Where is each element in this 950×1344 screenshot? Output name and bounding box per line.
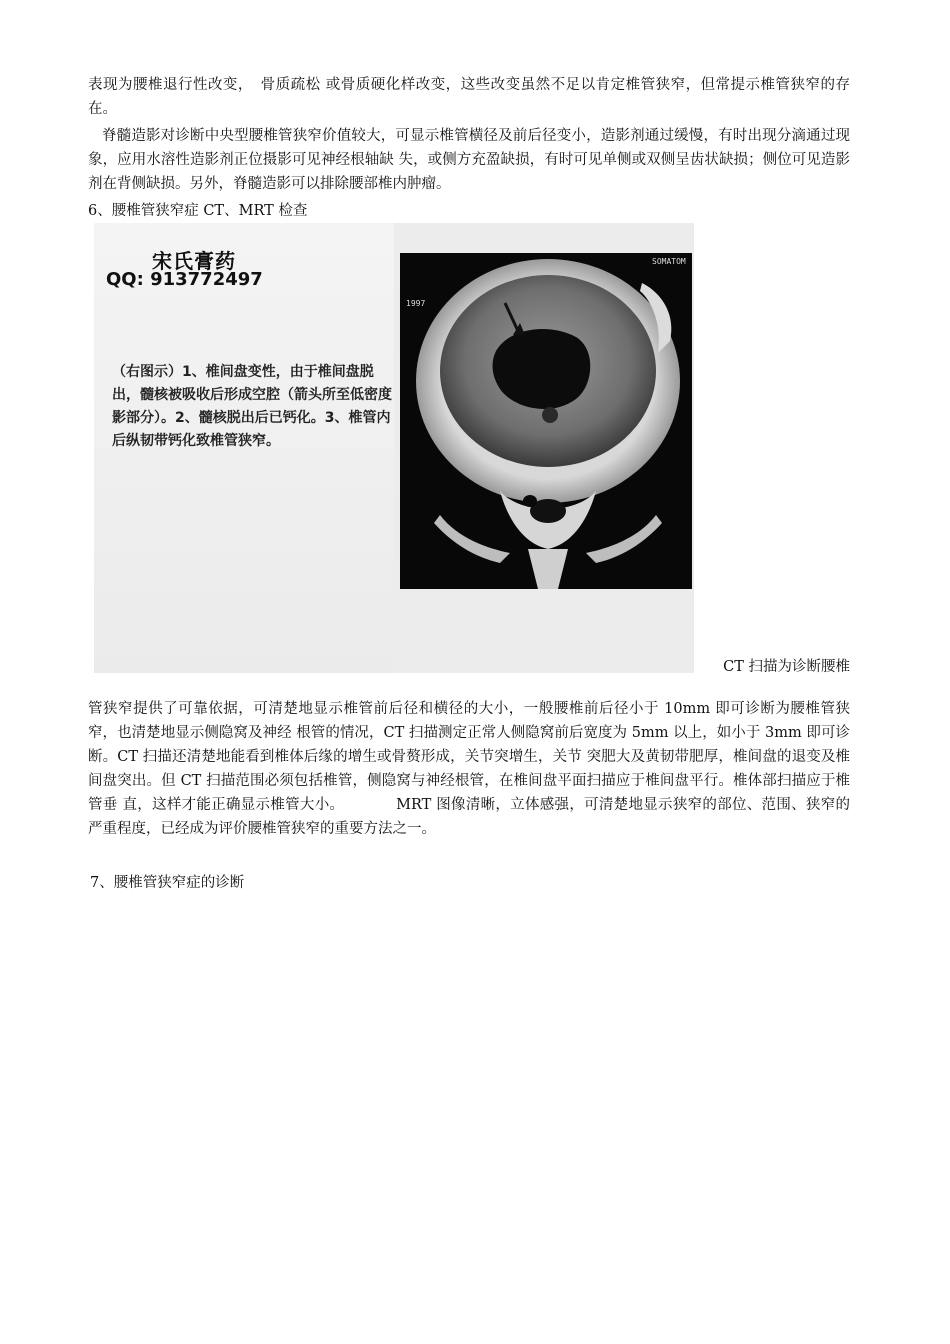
ct-overlay-brand: SOMATOM bbox=[652, 257, 686, 266]
ct-inline-caption: CT 扫描为诊断腰椎 bbox=[723, 659, 850, 675]
figure-annotation-panel bbox=[94, 223, 394, 673]
qq-contact: QQ: 913772497 bbox=[106, 269, 263, 290]
paragraph-degeneration: 表现为腰椎退行性改变， 骨质疏松 或骨质硬化样改变，这些改变虽然不足以肯定椎管狭窄，但常提示椎管狭窄的存在。 bbox=[88, 77, 850, 117]
figure-bottom-margin bbox=[394, 589, 694, 673]
paragraph-ct-mrt: 管狭窄提供了可靠依据，可清楚地显示椎管前后径和横径的大小，一般腰椎前后径小于 10mm 即可诊断为腰椎管狭窄，也清楚地显示侧隐窝及神经 根管的情况，CT 扫描测定正常人侧隐窝前后宽度为 5mm 以上，如小于 3mm 即可诊断。CT 扫描还清楚地能看到椎体后缘的增生或骨赘形成，关节突增生，关节 突肥大及黄韧带肥厚，椎间盘的退变及椎间盘突出。但 CT 扫描范围必须包括椎管，侧隐窝与神经根管，在椎间盘平面扫描应于椎间盘平行。椎体部扫描应于椎管垂 直，这样才能正确显示椎管大小。 MRT 图像清晰，立体感强，可清楚地显示狭窄的部位、范围、狭窄的严重程度，已经成为评价腰椎管狭窄的重要方法之一。 bbox=[88, 701, 850, 837]
ct-overlay-year: 1997 bbox=[406, 299, 426, 308]
section-heading-diagnosis: 7、腰椎管狭窄症的诊断 bbox=[90, 875, 245, 891]
ct-scan-drawing bbox=[400, 253, 692, 589]
paragraph-myelography: 脊髓造影对诊断中央型腰椎管狭窄价值较大，可显示椎管横径及前后径变小，造影剂通过缓慢，有时出现分滴通过现象，应用水溶性造影剂正位摄影可见神经根轴缺 失，或侧方充盈缺损，有时可见单侧或双侧呈齿状缺损；侧位可见造影剂在背侧缺损。另外，脊髓造影可以排除腰部椎内肿瘤。 bbox=[88, 128, 850, 192]
ct-scan-image bbox=[400, 253, 692, 589]
ct-figure bbox=[94, 223, 694, 673]
brand-watermark: 宋氏膏药 bbox=[152, 249, 236, 273]
section-heading-ct-mrt: 6、腰椎管狭窄症 CT、MRT 检查 bbox=[88, 203, 308, 219]
figure-caption: （右图示）1、椎间盘变性，由于椎间盘脱出，髓核被吸收后形成空腔（箭头所至低密度影部分）。2、髓核脱出后已钙化。3、椎管内后纵韧带钙化致椎管狭窄。 bbox=[112, 364, 392, 449]
